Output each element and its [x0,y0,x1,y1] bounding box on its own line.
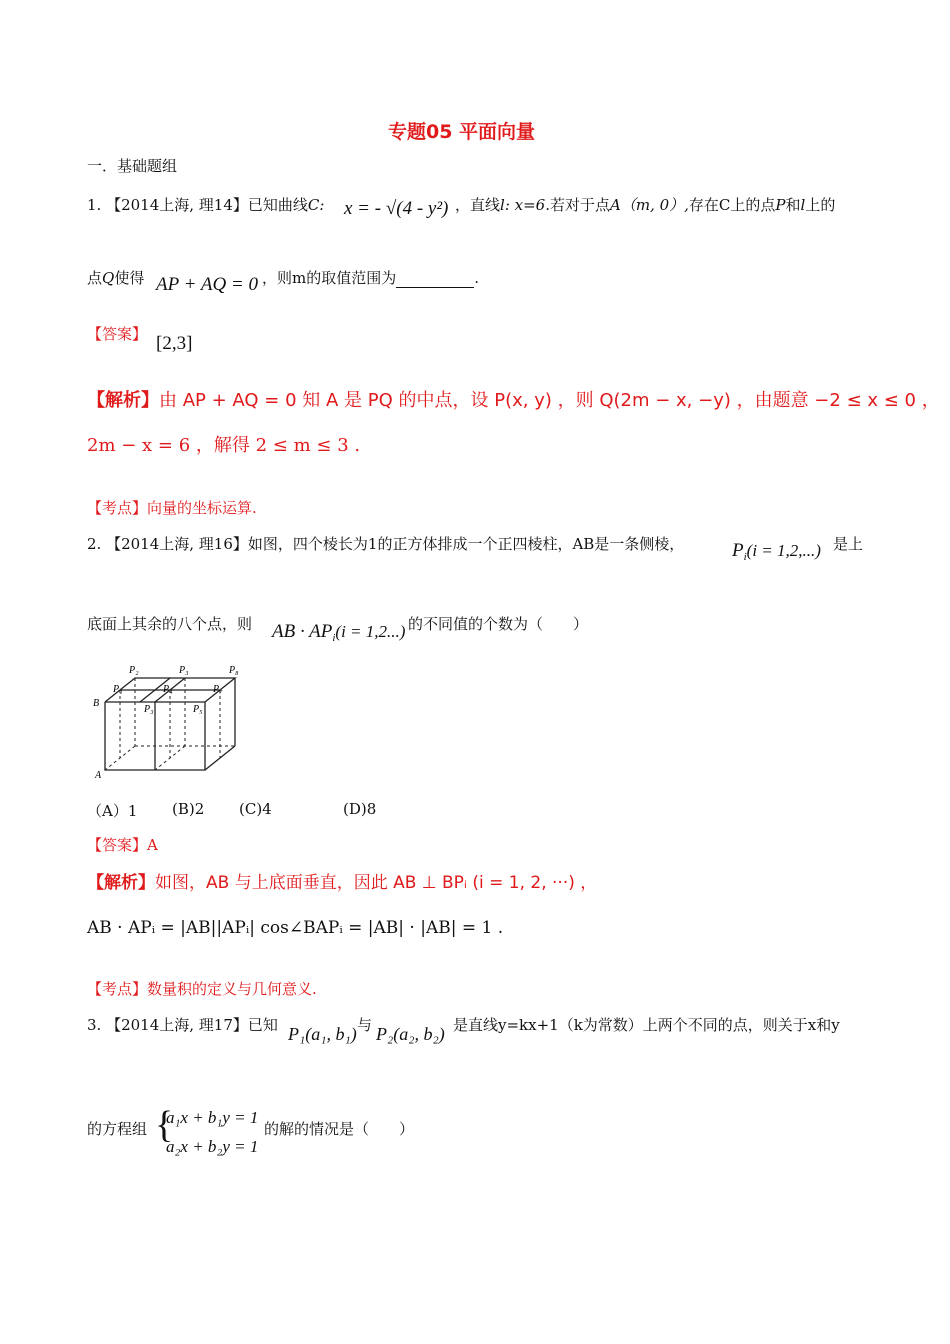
q1-point-a: A（m, 0）, [610,196,689,214]
fig-label-p5: P₅ [193,704,203,715]
q2-pi-symbol: P [732,540,744,561]
q2-pi [732,540,821,563]
q1-range-text: ，则m的取值范围为 [262,269,397,287]
q1-curve-equation: x = - √(4 - y²) [344,198,449,219]
q1-analysis-text1: 由 AP + AQ = 0 知 A 是 PQ 的中点，设 P(x, y) ，则 Q(2m − x, −y) ，由题意 −2 ≤ x ≤ 0 ， [159,390,940,411]
q2-expr-sub: i [332,632,336,644]
q2-kaodian [87,978,317,999]
q1-analysis-line2 [87,431,360,457]
q1-exist-text: 存在C上的点 [688,196,776,214]
q1-line-def: l: x=6. [500,196,550,214]
q2-option-b[interactable]: (B)2 [172,800,205,818]
q1-line-l: l [800,196,806,214]
page-title: 专题05 平面向量 [388,121,536,143]
q1-line2-end [262,267,479,288]
fig-label-p4: P₄ [163,684,173,695]
q1-line-text: ，直线 [455,196,501,214]
q3-text2-end: 的解的情况是（ ） [264,1120,415,1138]
q1-point-q: Q [102,269,115,287]
q2-expr-range: (i = 1,2...) [335,622,406,641]
q2-kaodian-text: 数量积的定义与几何意义. [147,980,317,998]
q2-expression [272,621,405,644]
q1-kaodian-text: 向量的坐标运算. [147,499,257,517]
q3-text1-end: 是直线y=kx+1（k为常数）上两个不同的点，则关于x和y [453,1016,840,1034]
q1-condition: AP + AQ = 0 [156,274,258,295]
fig-label-p3: P₃ [144,704,154,715]
q3-number: 3. [87,1016,102,1034]
q2-kaodian-label: 【考点】 [87,980,148,998]
q3-equation-1: a₁x + b₁y = 1 [166,1108,259,1127]
q1-tail: 上的 [805,196,836,214]
q1-shide: 使得 [114,269,145,287]
q1-kaodian [87,497,257,518]
q2-analysis-text2: AB · APᵢ = |AB||APᵢ| cos∠BAPᵢ = |AB| · |AB| = 1 . [87,918,504,938]
q2-answer-label: 【答案】 [87,836,148,854]
q2-source: 【2014上海, 理16】 [106,535,248,553]
q3-equation-2: a₂x + b₂y = 1 [166,1137,259,1156]
q2-answer-value: A [147,836,158,854]
fig-label-p8: P₈ [229,665,239,676]
q2-expr-main: AB · AP [272,621,333,642]
fig-label-p7: P₇ [213,684,223,695]
q1-and: 和 [785,196,801,214]
fig-label-p3-top: P₃ [179,665,189,676]
q2-answer [87,834,158,855]
q1-text: 已知曲线 [247,196,308,214]
q1-kaodian-label: 【考点】 [87,499,148,517]
q1-line1 [87,194,324,215]
q3-yu: 与 [357,1016,373,1034]
q1-curve-name: C: [307,196,325,214]
q2-line1 [87,533,684,554]
q1-dian: 点 [87,269,103,287]
q3-text2: 的方程组 [87,1120,148,1138]
q1-line2 [87,267,144,288]
q2-option-a[interactable]: （A）1 [87,802,138,820]
q2-pi-range: (i = 1,2,...) [746,541,821,560]
q1-source: 【2014上海, 理14】 [106,196,248,214]
q3-point-p2: P₂(a₂, b₂) [376,1024,445,1044]
q2-option-d[interactable]: (D)8 [343,800,377,818]
q2-text1: 如图，四个棱长为1的正方体排成一个正四棱柱，AB是一条侧棱， [247,535,685,553]
q3-text1: 已知 [247,1016,278,1034]
q1-point-p: P [775,196,786,214]
q1-analysis-line1 [87,386,940,412]
q3-source: 【2014上海, 理17】 [106,1016,248,1034]
q1-period: . [474,269,480,287]
fig-label-p2: P₂ [129,665,139,676]
section-heading: 一．基础题组 [87,157,178,175]
fig-label-p1: P₁ [113,684,123,695]
q2-analysis-text1: 如图，AB 与上底面垂直，因此 AB ⊥ BPᵢ (i = 1, 2, ···) ， [155,873,598,893]
q1-number: 1. [87,196,102,214]
q1-analysis-text2: 2m − x = 6 ，解得 2 ≤ m ≤ 3 . [87,435,361,456]
q3-point-p1: P₁(a₁, b₁) [288,1024,357,1044]
q1-answer-label: 【答案】 [87,325,148,343]
q1-line1-rest [455,194,835,215]
q2-analysis-line1 [87,868,597,893]
q2-number: 2. [87,535,102,553]
q1-analysis-label: 【解析】 [87,390,159,411]
q2-pi-sub: i [743,551,747,563]
q2-option-c[interactable]: (C)4 [239,800,272,818]
q2-text2: 底面上其余的八个点，则 [87,615,253,633]
q2-analysis-line2 [87,918,503,938]
q2-text2-end: 的不同值的个数为（ ） [408,615,589,633]
q3-brace: { [155,1104,174,1146]
q2-analysis-label: 【解析】 [87,873,155,893]
prism-figure [87,660,257,780]
q1-answer-blank[interactable] [396,273,474,288]
q1-answer: [2,3] [156,333,193,354]
q3-line1 [87,1014,278,1035]
q1-point-text: 若对于点 [549,196,610,214]
fig-label-b: B [93,698,100,709]
q2-text1-end: 是上 [833,535,864,553]
fig-label-a: A [95,770,102,780]
